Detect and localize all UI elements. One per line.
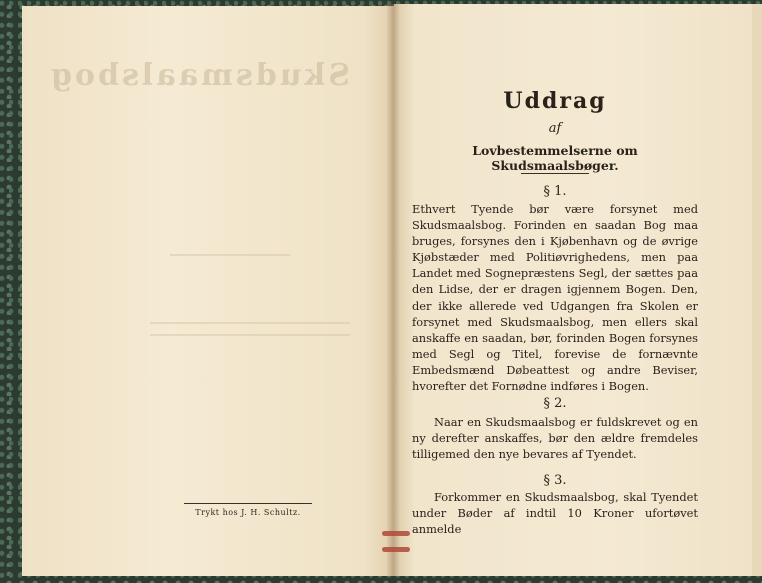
section-text-2: Naar en Skudsmaalsbog er fuldskrevet og en ny derefter anskaffes, bør den ældre fremdeles tilligemed den nye bevares af Tyendet. [412,415,698,462]
page-title: Uddrag [503,88,607,114]
section-heading-3: § 3. [543,473,567,488]
printer-imprint: Trykt hos J. H. Schultz. [195,508,301,517]
book-gutter [386,4,400,576]
section-heading-2: § 2. [543,396,567,411]
section-text-1: Ethvert Tyende bør være forsynet med Skudsmaalsbog. Forinden en saadan Bog maa bruges, forsynes den i Kjøbenhavn og de øvrige Kjøbstæder med Politiøvrighedens, men paa Landet med Sognepræstens Segl, der sættes paa den Lidse, der er dragen igjennem Bogen. Den, der ikke allerede ved Udgangen fra Skolen er forsynet med Skudsmaalsbog, men ellers skal anskaffe en saadan, bør, forinden Bogen forsynes med Segl og Titel, forevise de fornævnte Embedsmænd Døbeattest og andre Beviser, hvorefter det Fornødne indføres i Bogen. [412,202,698,394]
section-text-3: Forkommer en Skudsmaalsbog, skal Tyendet under Bøder af indtil 10 Kroner ufortøvet anmelde [412,490,698,537]
bleed-through-line [150,322,350,324]
imprint-rule [184,503,312,504]
binding-stitch [382,547,410,552]
title-rule [521,173,589,174]
page-edge-shade [752,4,762,576]
bleed-through-line [150,334,350,336]
page-subtitle: Lovbestemmelserne om Skudsmaalsbøger. [472,143,638,173]
section-heading-1: § 1. [543,184,567,199]
title-connector: af [548,121,562,136]
binding-stitch [382,531,410,536]
bleed-through-line [170,254,290,256]
bleed-through-title: Skudsmaalsbog [48,58,350,93]
